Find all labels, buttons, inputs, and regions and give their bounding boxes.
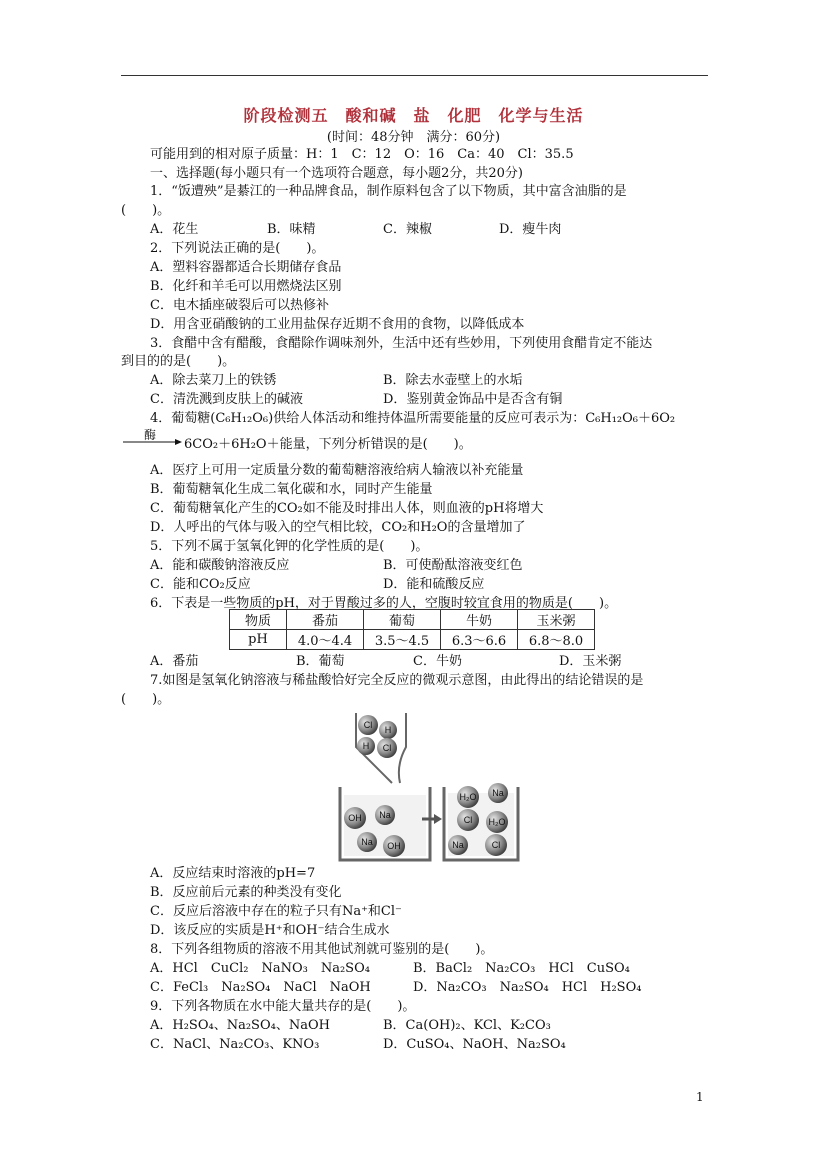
- question-3-stem: 3．食醋中含有醋酸，食醋除作调味剂外，生活中还有些妙用，下列使用食醋肯定不能达: [150, 336, 653, 351]
- q7-option-c: C．反应后溶液中存在的粒子只有Na⁺和Cl⁻: [150, 904, 402, 919]
- question-1-stem-cont: ( )。: [121, 203, 171, 218]
- particle-label: Cl: [463, 815, 473, 825]
- particle-label: H₂O: [459, 792, 477, 802]
- atomic-mass-note: 可能用到的相对原子质量：H：1 C：12 O：16 Ca：40 Cl：35.5: [150, 147, 574, 162]
- q2-option-a: A．塑料容器都适合长期储存食品: [150, 260, 342, 275]
- particle-label: Na: [492, 788, 504, 798]
- question-6-stem: 6．下表是一些物质的pH，对于胃酸过多的人，空腹时较宜食用的物质是( )。: [150, 596, 618, 611]
- particle-label: Na: [379, 810, 391, 820]
- particle-label: Cl: [491, 840, 501, 850]
- q8-option-a: A．HCl CuCl₂ NaNO₃ Na₂SO₄: [150, 961, 370, 976]
- q3-option-a: A．除去菜刀上的铁锈: [150, 373, 277, 388]
- table-cell: pH: [230, 630, 287, 650]
- particle-label: OH: [387, 841, 401, 851]
- particle-label: H₂O: [488, 817, 506, 827]
- table-cell: 葡萄: [364, 610, 441, 630]
- q1-option-d: D．瘦牛肉: [499, 222, 562, 237]
- particle-label: H: [362, 741, 370, 751]
- q8-option-d: D．Na₂CO₃ Na₂SO₄ HCl H₂SO₄: [413, 980, 642, 995]
- ph-table: [229, 609, 595, 650]
- q3-option-d: D．鉴别黄金饰品中是否含有铜: [383, 392, 563, 407]
- page-title: 阶段检测五 酸和碱 盐 化肥 化学与生活: [243, 106, 584, 125]
- exam-info: (时间：48分钟 满分：60分): [326, 130, 501, 145]
- question-2-stem: 2．下列说法正确的是( )。: [150, 241, 325, 256]
- q1-option-c: C．辣椒: [383, 222, 432, 237]
- question-3-stem-cont: 到目的的是( )。: [121, 354, 236, 369]
- table-cell: 玉米粥: [518, 610, 595, 630]
- section-heading: 一、选择题(每小题只有一个选项符合题意，每小题2分，共20分): [150, 166, 523, 181]
- question-8-stem: 8．下列各组物质的溶液不用其他试剂就可鉴别的是( )。: [150, 942, 494, 957]
- ph-table-row: [230, 630, 595, 650]
- q5-option-d: D．能和硫酸反应: [383, 577, 485, 592]
- table-cell: 3.5～4.5: [364, 630, 441, 650]
- particle-label: OH: [348, 813, 362, 823]
- q9-option-c: C．NaCl、Na₂CO₃、KNO₃: [150, 1037, 320, 1052]
- question-7-stem: 7.如图是氢氧化钠溶液与稀盐酸恰好完全反应的微观示意图，由此得出的结论错误的是: [150, 673, 644, 688]
- table-cell: 4.0～4.4: [287, 630, 364, 650]
- q5-option-c: C．能和CO₂反应: [150, 577, 251, 592]
- header-rule: [121, 75, 708, 76]
- q1-option-b: B．味精: [267, 222, 316, 237]
- q4-option-b: B．葡萄糖氧化生成二氧化碳和水，同时产生能量: [150, 482, 433, 497]
- question-1-stem: 1．“饭遭殃”是綦江的一种品牌食品，制作原料包含了以下物质，其中富含油脂的是: [150, 184, 627, 199]
- q6-option-b: B．葡萄: [296, 654, 345, 669]
- particle-label: Cl: [363, 720, 373, 730]
- q2-option-d: D．用含亚硝酸钠的工业用盐保存近期不食用的食物，以降低成本: [150, 317, 525, 332]
- q6-option-d: D．玉米粥: [559, 654, 622, 669]
- neutralization-diagram: [330, 705, 530, 865]
- q4-option-d: D．人呼出的气体与吸入的空气相比较，CO₂和H₂O的含量增加了: [150, 520, 526, 535]
- table-cell: 6.3～6.6: [441, 630, 518, 650]
- q4-option-c: C．葡萄糖氧化产生的CO₂如不能及时排出人体，则血液的pH将增大: [150, 501, 544, 516]
- q9-option-b: B．Ca(OH)₂、KCl、K₂CO₃: [383, 1018, 551, 1033]
- question-4-stem: 4．葡萄糖(C₆H₁₂O₆)供给人体活动和维持体温所需要能量的反应可表示为：C₆H₁₂O₆＋6O₂: [150, 411, 676, 426]
- particle-label: H: [384, 725, 392, 735]
- ph-table-header: [230, 610, 595, 630]
- q7-option-d: D．该反应的实质是H⁺和OH⁻结合生成水: [150, 923, 390, 938]
- q9-option-d: D．CuSO₄、NaOH、Na₂SO₄: [383, 1037, 566, 1052]
- question-4-stem-cont: 6CO₂＋6H₂O＋能量，下列分析错误的是( )。: [184, 437, 472, 452]
- q1-option-a: A．花生: [150, 222, 199, 237]
- q2-option-b: B．化纤和羊毛可以用燃烧法区别: [150, 279, 342, 294]
- q6-option-a: A．番茄: [150, 654, 199, 669]
- particle-label: Na: [452, 840, 464, 850]
- question-9-stem: 9．下列各物质在水中能大量共存的是( )。: [150, 999, 416, 1014]
- enzyme-label: 酶: [144, 428, 157, 442]
- q2-option-c: C．电木插座破裂后可以热修补: [150, 298, 329, 313]
- question-5-stem: 5．下列不属于氢氧化钾的化学性质的是( )。: [150, 539, 429, 554]
- particle-label: Cl: [382, 743, 392, 753]
- table-cell: 物质: [230, 610, 287, 630]
- question-7-stem-cont: ( )。: [121, 692, 171, 707]
- q8-option-b: B．BaCl₂ Na₂CO₃ HCl CuSO₄: [413, 961, 630, 976]
- q3-option-b: B．除去水壶壁上的水垢: [383, 373, 523, 388]
- q7-option-b: B．反应前后元素的种类没有变化: [150, 885, 342, 900]
- q5-option-a: A．能和碳酸钠溶液反应: [150, 558, 290, 573]
- q7-option-a: A．反应结束时溶液的pH=7: [150, 866, 316, 881]
- table-cell: 6.8～8.0: [518, 630, 595, 650]
- q5-option-b: B．可使酚酞溶液变红色: [383, 558, 523, 573]
- q8-option-c: C．FeCl₃ Na₂SO₄ NaCl NaOH: [150, 980, 371, 995]
- q6-option-c: C．牛奶: [413, 654, 462, 669]
- particle-label: Na: [361, 837, 373, 847]
- table-cell: 番茄: [287, 610, 364, 630]
- q9-option-a: A．H₂SO₄、Na₂SO₄、NaOH: [150, 1018, 330, 1033]
- table-cell: 牛奶: [441, 610, 518, 630]
- page-number: 1: [696, 1090, 704, 1104]
- q4-option-a: A．医疗上可用一定质量分数的葡萄糖溶液给病人输液以补充能量: [150, 463, 524, 478]
- q3-option-c: C．清洗溅到皮肤上的碱液: [150, 392, 303, 407]
